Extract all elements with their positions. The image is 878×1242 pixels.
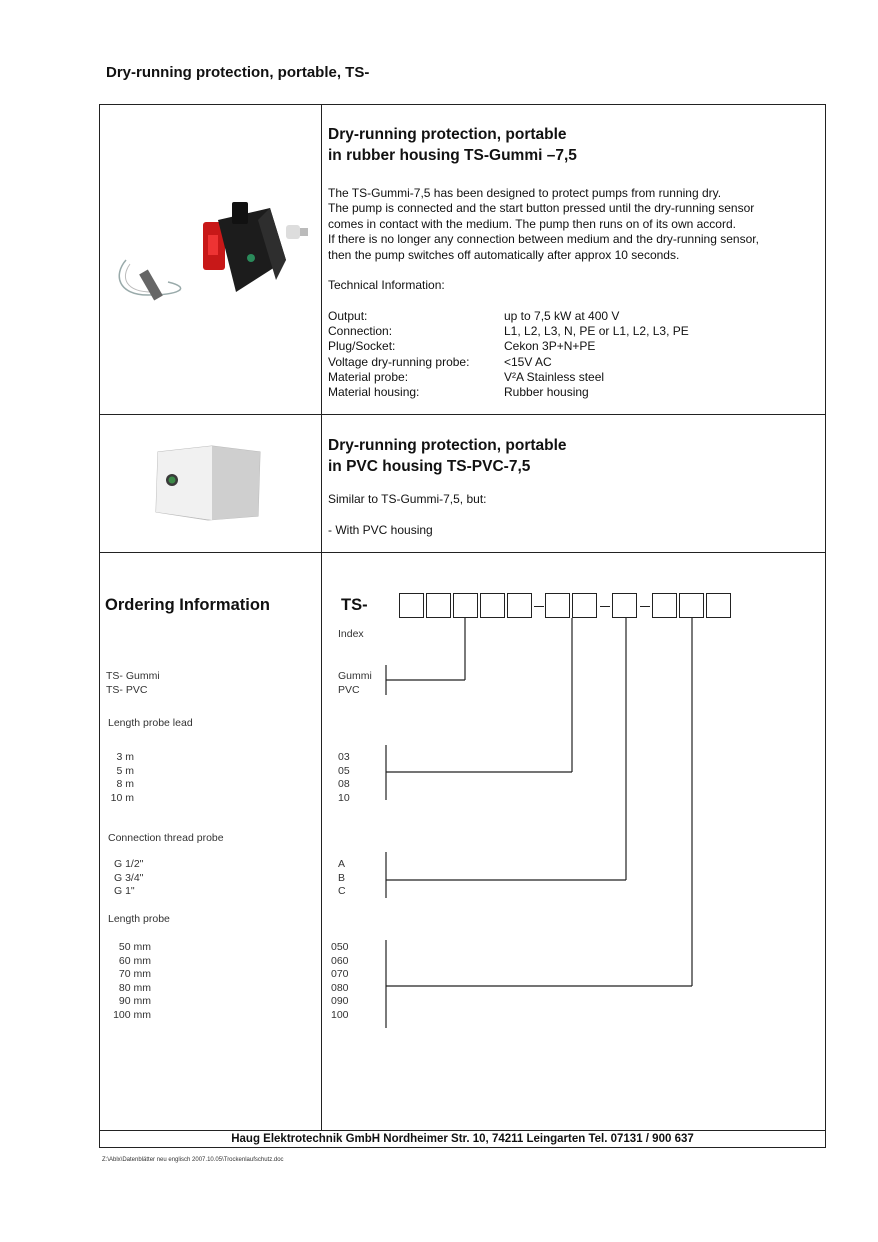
file-path-footnote: Z:\Ablx\Datenblätter neu englisch 2007.10.05\Trockenlaufschutz.doc (102, 1157, 284, 1163)
spec-value: up to 7,5 kW at 400 V (504, 309, 620, 323)
length-lead-options (106, 751, 134, 805)
ordering-heading: Ordering Information (105, 596, 270, 614)
thread-label: Connection thread probe (108, 832, 224, 844)
ordering-code-prefix: TS- (341, 596, 368, 614)
spec-label: Output: (328, 309, 368, 323)
product1-title-line2: in rubber housing TS-Gummi –7,5 (328, 147, 577, 164)
company-footer: Haug Elektrotechnik GmbH Nordheimer Str. 10, 74211 Leingarten Tel. 07131 / 900 637 (231, 1133, 694, 1145)
tech-info-heading: Technical Information: (328, 278, 445, 292)
length-lead-code: 10 (338, 791, 350, 804)
length-probe-option: 60 mm (118, 954, 151, 967)
length-lead-code: 08 (338, 778, 350, 790)
thread-options (114, 858, 143, 899)
thread-code: A (338, 858, 346, 870)
spec-label: Voltage dry-running probe: (328, 354, 470, 369)
length-probe-code: 080 (331, 981, 349, 994)
spec-label: Connection: (328, 324, 393, 339)
product2-similar-text: Similar to TS-Gummi-7,5, but: (328, 492, 487, 506)
length-probe-code: 060 (331, 954, 349, 967)
thread-code: B (338, 871, 346, 884)
spec-value: Cekon 3P+N+PE (504, 339, 596, 354)
length-probe-code: 070 (331, 968, 349, 980)
housing-code: PVC (338, 683, 360, 696)
product1-title-line1: Dry-running protection, portable (328, 126, 567, 143)
product2-title-line1: Dry-running protection, portable (328, 437, 567, 454)
description-line: The pump is connected and the start button pressed until the dry-running sensor (328, 201, 755, 216)
length-lead-option: 5 m (116, 764, 134, 777)
housing-code: Gummi (338, 670, 372, 682)
length-probe-label: Length probe (108, 913, 170, 925)
length-probe-option: 90 mm (118, 995, 151, 1007)
thread-option: G 3/4" (114, 871, 144, 884)
length-probe-code: 090 (331, 995, 349, 1007)
thread-option: G 1/2" (114, 858, 144, 870)
description-line: If there is no longer any connection between medium and the dry-running sensor, (328, 232, 759, 247)
spec-value: <15V AC (504, 354, 552, 369)
length-lead-codes (338, 751, 350, 805)
spec-value: L1, L2, L3, N, PE or L1, L2, L3, PE (504, 324, 689, 339)
spec-value: Rubber housing (504, 385, 589, 400)
length-lead-code: 05 (338, 764, 350, 777)
length-probe-options (106, 941, 151, 1022)
description-line: The TS-Gummi-7,5 has been designed to protect pumps from running dry. (328, 186, 722, 200)
length-probe-code: 050 (331, 941, 349, 953)
index-label: Index (338, 628, 364, 640)
product2-pvc-housing-text: - With PVC housing (328, 523, 433, 537)
housing-option: TS- PVC (106, 683, 148, 696)
length-probe-option: 80 mm (118, 981, 151, 994)
housing-codes (338, 670, 372, 697)
housing-option: TS- Gummi (106, 670, 160, 682)
length-lead-label: Length probe lead (108, 717, 193, 729)
description-line: then the pump switches off automatically after approx 10 seconds. (328, 247, 680, 262)
page-title: Dry-running protection, portable, TS- (106, 64, 370, 81)
length-probe-option: 70 mm (118, 968, 151, 980)
length-lead-option: 8 m (116, 778, 134, 790)
length-probe-code: 100 (331, 1008, 349, 1021)
length-probe-option: 100 mm (113, 1008, 151, 1021)
spec-label: Material probe: (328, 369, 409, 384)
housing-options (106, 670, 160, 697)
product2-title-line2: in PVC housing TS-PVC-7,5 (328, 458, 531, 475)
length-lead-option: 10 m (110, 791, 134, 804)
thread-code: C (338, 885, 346, 897)
description-line: comes in contact with the medium. The pump then runs on of its own accord. (328, 216, 736, 231)
spec-label: Material housing: (328, 385, 420, 400)
length-probe-option: 50 mm (118, 941, 151, 953)
length-lead-code: 03 (338, 751, 350, 763)
thread-codes (338, 858, 346, 899)
spec-label: Plug/Socket: (328, 339, 396, 354)
length-probe-codes (331, 941, 349, 1022)
length-lead-option: 3 m (116, 751, 134, 763)
spec-value: V²A Stainless steel (504, 369, 605, 384)
thread-option: G 1" (114, 885, 135, 897)
